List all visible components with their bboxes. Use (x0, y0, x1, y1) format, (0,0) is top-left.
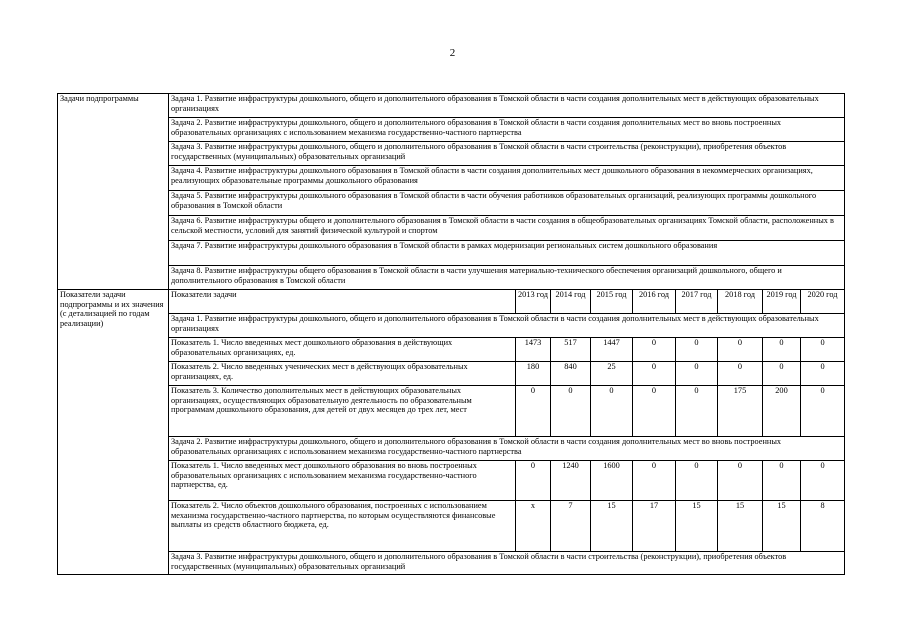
indicator-row (58, 386, 845, 437)
indicator-value: 0 (516, 461, 551, 501)
indicator-value: 1473 (516, 338, 551, 362)
table-row (58, 552, 845, 575)
task-cell: Задача 4. Развитие инфраструктуры дошкольного образования в Томской области в части создания дополнительных мест дошкольного образования в некоммерческих организациях, реализующих образовательные программы дошкольного образования (169, 166, 845, 191)
task-cell: Задача 3. Развитие инфраструктуры дошкольного, общего и дополнительного образования в Томской области в части строительства (реконструкции), приобретения объектов государственных (муниципальных) образовательных организаций (169, 552, 845, 575)
table-row (58, 166, 845, 191)
indicator-value: 0 (516, 386, 551, 437)
task-cell: Задача 1. Развитие инфраструктуры дошкольного, общего и дополнительного образования в Томской области в части создания дополнительных мест в действующих образовательных организациях (169, 94, 845, 118)
table-row (58, 314, 845, 338)
table-row (58, 266, 845, 290)
indicator-row (58, 501, 845, 552)
indicator-value: 15 (591, 501, 633, 552)
indicator-value: 17 (633, 501, 676, 552)
indicator-value: 0 (763, 362, 801, 386)
task-cell: Задача 8. Развитие инфраструктуры общего образования в Томской области в части улучшения материально-технического обеспечения организаций дошкольного, общего и дополнительного образования в Томской области (169, 266, 845, 290)
indicator-row (58, 362, 845, 386)
task-cell: Задача 7. Развитие инфраструктуры дошкольного образования в Томской области в рамках модернизации региональных систем дошкольного образования (169, 241, 845, 266)
year-header: 2014 год (551, 290, 591, 314)
task-cell: Задача 2. Развитие инфраструктуры дошкольного, общего и дополнительного образования в Томской области в части создания дополнительных мест во вновь построенных образовательных организациях с использованием механизма государственно-частного партнерства (169, 118, 845, 142)
task-cell: Задача 3. Развитие инфраструктуры дошкольного, общего и дополнительного образования в Томской области в части строительства (реконструкции), приобретения объектов государственных (муниципальных) образовательных организаций (169, 142, 845, 166)
indicator-value: 1240 (551, 461, 591, 501)
indicator-row (58, 338, 845, 362)
table-row (58, 142, 845, 166)
indicator-name: Показатель 2. Число объектов дошкольного образования, построенных с использованием механизма государственно-частного партнерства, по которым осуществляются финансовые выплаты из средств областного бюджета, ед. (169, 501, 516, 552)
indicator-value: 0 (676, 362, 718, 386)
indicator-value: 0 (676, 461, 718, 501)
year-header: 2013 год (516, 290, 551, 314)
indicator-value: 0 (633, 338, 676, 362)
indicator-value: 25 (591, 362, 633, 386)
indicator-value: 200 (763, 386, 801, 437)
indicator-value: 0 (633, 362, 676, 386)
indicator-value: 0 (801, 461, 845, 501)
table-row (58, 191, 845, 216)
indicator-value: 1600 (591, 461, 633, 501)
task-cell: Задача 5. Развитие инфраструктуры дошкольного образования в Томской области в части обучения работников образовательных организаций, реализующих программы дошкольного образования в Томской области (169, 191, 845, 216)
indicator-name: Показатель 1. Число введенных мест дошкольного образования в действующих образовательных организациях, ед. (169, 338, 516, 362)
indicator-value: 0 (633, 386, 676, 437)
subprogram-table (57, 93, 845, 575)
indicator-value: 0 (763, 338, 801, 362)
indicator-value: х (516, 501, 551, 552)
indicator-value: 175 (718, 386, 763, 437)
table-row (58, 216, 845, 241)
indicator-value: 0 (718, 461, 763, 501)
indicator-value: 0 (763, 461, 801, 501)
indicator-value: 0 (633, 461, 676, 501)
page-number: 2 (449, 47, 456, 59)
year-header: 2020 год (801, 290, 845, 314)
indicator-row (58, 461, 845, 501)
indicator-value: 180 (516, 362, 551, 386)
indicator-value: 0 (718, 338, 763, 362)
indicator-value: 0 (801, 362, 845, 386)
task-cell: Задача 6. Развитие инфраструктуры общего и дополнительного образования в Томской области в части создания в общеобразовательных организациях Томской области, расположенных в сельской местности, условий для занятий физической культурой и спортом (169, 216, 845, 241)
task-cell: Задача 2. Развитие инфраструктуры дошкольного, общего и дополнительного образования в Томской области в части создания дополнительных мест во вновь построенных образовательных организациях с использованием механизма государственно-частного партнерства (169, 437, 845, 461)
indicator-value: 1447 (591, 338, 633, 362)
indicators-header: Показатели задачи (169, 290, 516, 314)
indicator-name: Показатель 1. Число введенных мест дошкольного образования во вновь построенных образовательных организациях с использованием механизма государственно-частного партнерства, ед. (169, 461, 516, 501)
indicator-value: 0 (676, 338, 718, 362)
indicator-value: 15 (676, 501, 718, 552)
table-row (58, 241, 845, 266)
tasks-label: Задачи подпрограммы (58, 94, 169, 290)
table-row (58, 118, 845, 142)
table-row (58, 437, 845, 461)
year-header: 2015 год (591, 290, 633, 314)
year-header: 2018 год (718, 290, 763, 314)
indicator-value: 0 (801, 338, 845, 362)
table-row (58, 94, 845, 118)
year-header: 2016 год (633, 290, 676, 314)
task-cell: Задача 1. Развитие инфраструктуры дошкольного, общего и дополнительного образования в Томской области в части создания дополнительных мест в действующих образовательных организациях (169, 314, 845, 338)
indicator-value: 0 (551, 386, 591, 437)
table-header-row (58, 290, 845, 314)
indicator-value: 517 (551, 338, 591, 362)
year-header: 2019 год (763, 290, 801, 314)
indicator-value: 0 (718, 362, 763, 386)
indicator-value: 0 (676, 386, 718, 437)
year-header: 2017 год (676, 290, 718, 314)
indicators-label: Показатели задачи подпрограммы и их значения (с детализацией по годам реализации) (58, 290, 169, 575)
indicator-name: Показатель 3. Количество дополнительных мест в действующих образовательных организациях, осуществляющих образовательную деятельность по образовательным программам дошкольного образования, для детей от двух месяцев до трех лет, мест (169, 386, 516, 437)
indicator-value: 840 (551, 362, 591, 386)
indicator-name: Показатель 2. Число введенных ученических мест в действующих образовательных организациях, ед. (169, 362, 516, 386)
indicator-value: 0 (591, 386, 633, 437)
indicator-value: 7 (551, 501, 591, 552)
indicator-value: 15 (718, 501, 763, 552)
indicator-value: 15 (763, 501, 801, 552)
indicator-value: 0 (801, 386, 845, 437)
indicator-value: 8 (801, 501, 845, 552)
